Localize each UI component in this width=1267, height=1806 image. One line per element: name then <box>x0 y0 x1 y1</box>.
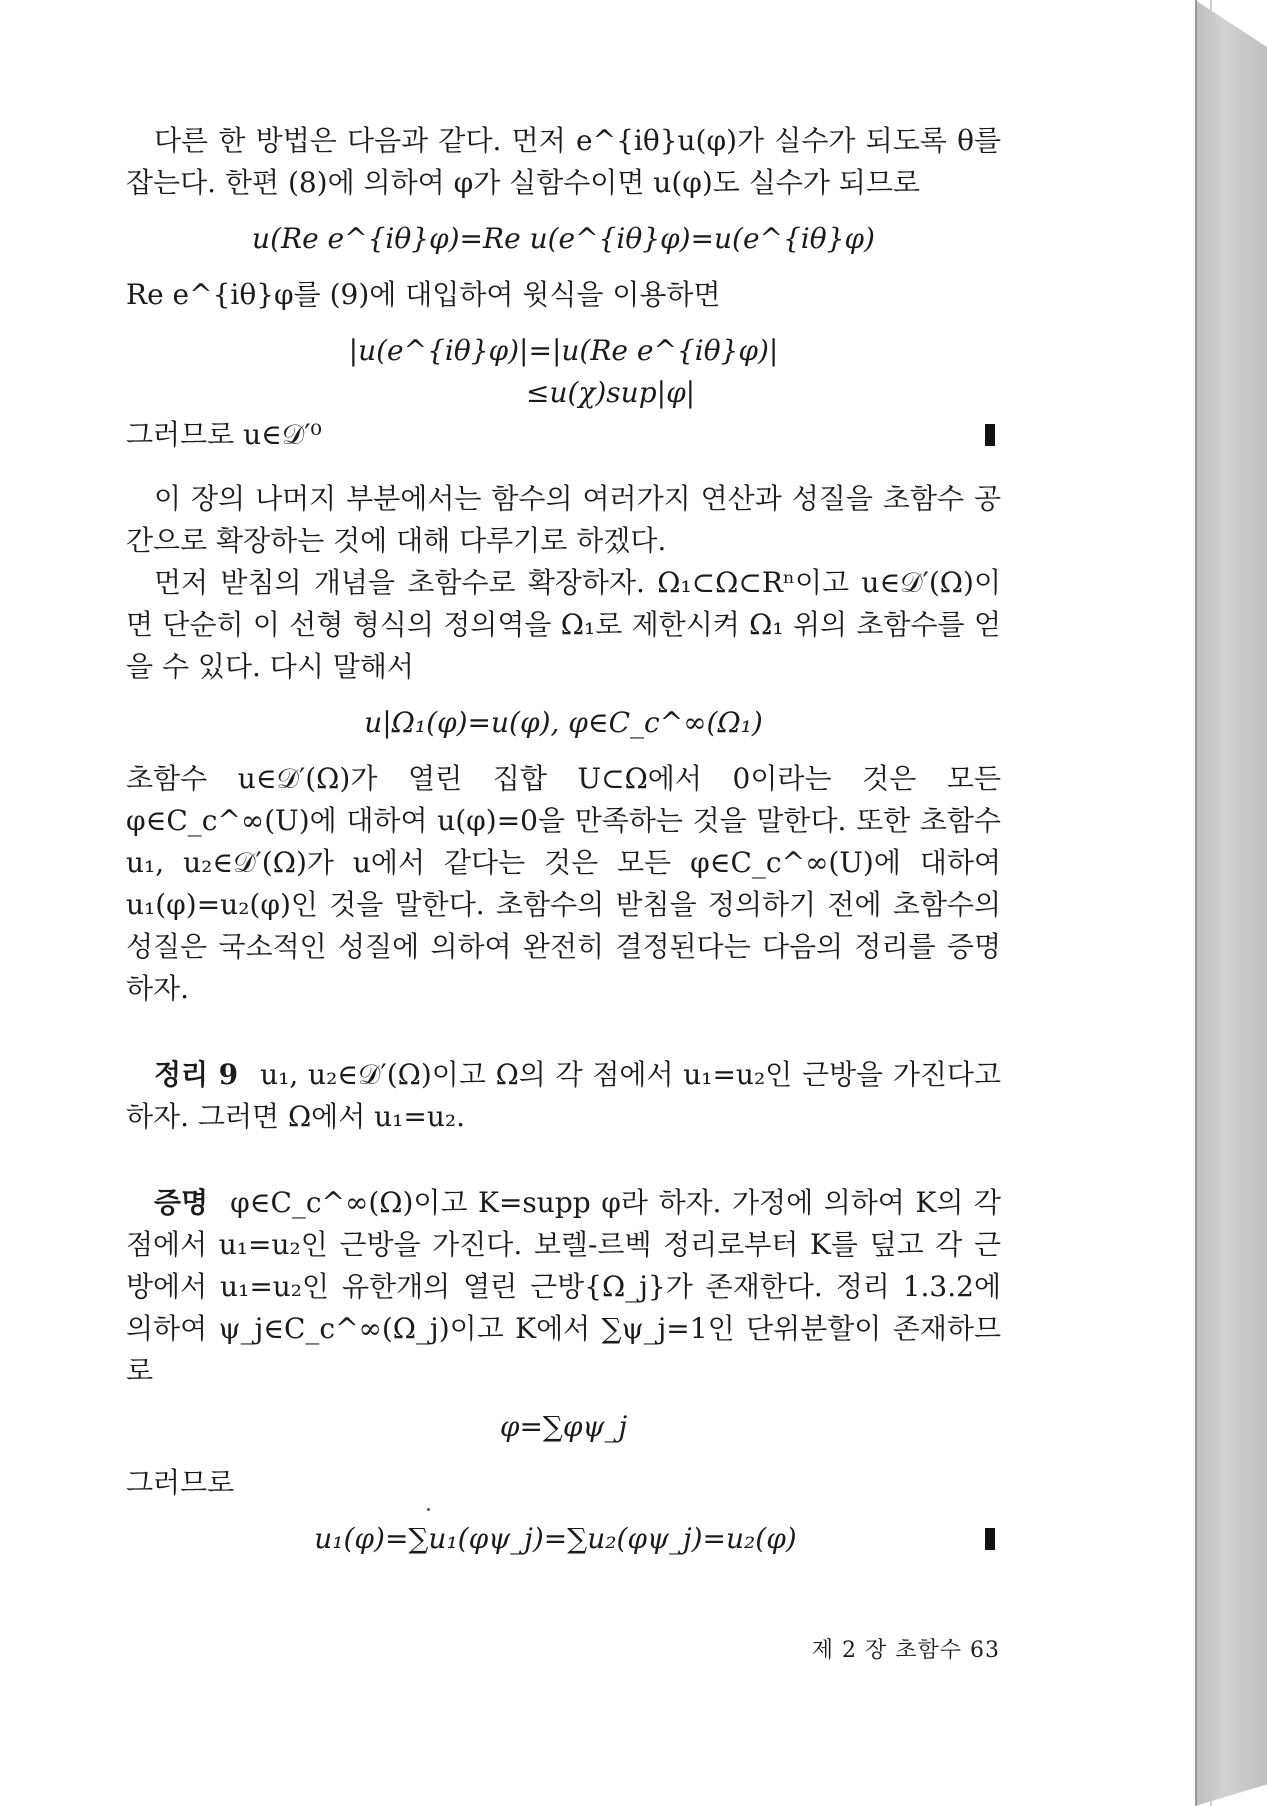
paragraph-3: 먼저 받침의 개념을 초함수로 확장하자. Ω₁⊂Ω⊂Rⁿ이고 u∈𝒟′(Ω)이면 단순히 이 선형 형식의 정의역을 Ω₁로 제한시켜 Ω₁ 위의 초함수를 얻을 수 있다. 다시 말해서 <box>126 566 1001 683</box>
conclusion-row <box>126 414 1001 456</box>
paragraph-2: 이 장의 나머지 부분에서는 함수의 여러가지 연산과 성질을 초함수 공간으로 확장하는 것에 대해 다루기로 하겠다. <box>126 482 1001 557</box>
theorem-body: u₁, u₂∈𝒟′(Ω)이고 Ω의 각 점에서 u₁=u₂인 근방을 가진다고 하자. 그러면 Ω에서 u₁=u₂. <box>126 1058 1002 1133</box>
paragraph-4: 초함수 u∈𝒟′(Ω)가 열린 집합 U⊂Ω에서 0이라는 것은 모든 φ∈C_c^∞(U)에 대하여 u(φ)=0을 만족하는 것을 말한다. 또한 초함수 u₁, u₂∈𝒟′(Ω)가 u에서 같다는 것은 모든 φ∈C_c^∞(U)에 대하여 u₁(φ)=u₂(φ)인 것을 말한다. 초함수의 받침을 정의하기 전에 초함수의 성질은 국소적인 성질에 의하여 완전히 결정된다는 다음의 정리를 증명하자. <box>126 762 1001 1005</box>
page-stack-edge <box>1195 0 1267 1806</box>
theorem-label: 정리 9 <box>154 1058 239 1091</box>
proof-body: φ∈C_c^∞(Ω)이고 K=supp φ라 하자. 가정에 의하여 K의 각 점에서 u₁=u₂인 근방을 가진다. 보렐-르벡 정리로부터 K를 덮고 각 근방에서 u₁=u₂인 유한개의 열린 근방{Ω_j}가 존재한다. 정리 1.3.2에 의하여 ψ_j∈C_c^∞(Ω_j)이고 K에서 ∑ψ_j=1인 단위분할이 존재하므로 <box>126 1186 1001 1387</box>
conclusion-text: 그러므로 u∈𝒟′⁰ <box>126 418 322 451</box>
proof-label: 증명 <box>154 1186 209 1219</box>
equation-3: u|Ω₁(φ)=u(φ), φ∈C_c^∞(Ω₁) <box>364 706 763 739</box>
equation-2b: ≤u(χ)sup|φ| <box>526 376 696 409</box>
final-equation-row <box>126 1518 1001 1560</box>
paragraph-line-4: 그러므로 <box>126 1466 235 1499</box>
qed-mark <box>985 424 995 446</box>
theorem-9 <box>126 1054 1001 1138</box>
page-edge-line <box>1195 0 1197 1806</box>
equation-5: u₁(φ)=∑u₁(φψ_j)=∑u₂(φψ_j)=u₂(φ) <box>314 1522 797 1555</box>
stray-dot <box>427 1508 430 1511</box>
equation-2a: |u(e^{iθ}φ)|=|u(Re e^{iθ}φ)| <box>348 334 779 367</box>
page-footer: 제 2 장 초함수 63 <box>811 1638 1000 1663</box>
equation-4: φ=∑φψ_j <box>499 1410 628 1443</box>
proof <box>126 1182 1001 1392</box>
page-body <box>126 120 1001 1560</box>
paragraph-line-2: Re e^{iθ}φ를 (9)에 대입하여 윗식을 이용하면 <box>126 278 721 311</box>
paragraph-1: 다른 한 방법은 다음과 같다. 먼저 e^{iθ}u(φ)가 실수가 되도록 θ를 잡는다. 한편 (8)에 의하여 φ가 실함수이면 u(φ)도 실수가 되므로 <box>126 124 1001 199</box>
qed-mark-2 <box>985 1528 995 1550</box>
equation-1: u(Re e^{iθ}φ)=Re u(e^{iθ}φ)=u(e^{iθ}φ) <box>252 222 875 255</box>
